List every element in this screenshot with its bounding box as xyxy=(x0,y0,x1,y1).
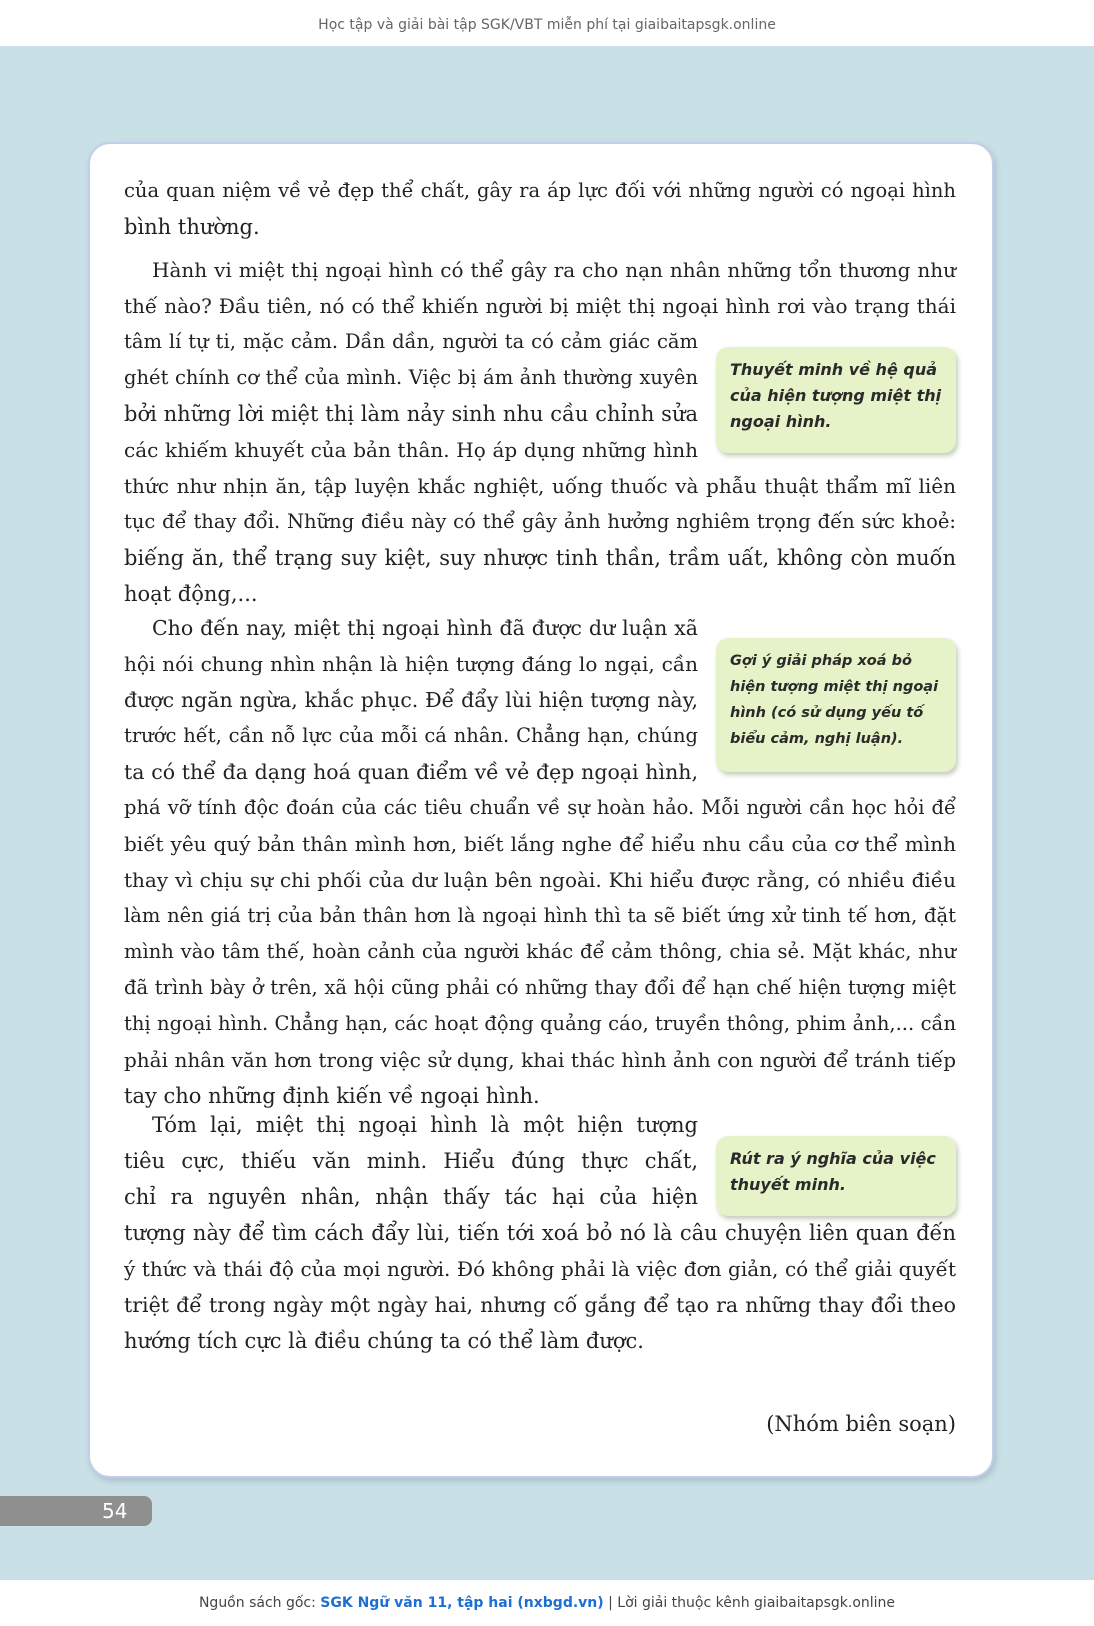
attribution: (Nhóm biên soạn) xyxy=(766,1412,956,1436)
text-line: phải nhân văn hơn trong việc sử dụng, khai thác hình ảnh con người để tránh tiếp xyxy=(124,1048,956,1072)
text-line: trước hết, cần nỗ lực của mỗi cá nhân. Chẳng hạn, chúng xyxy=(124,724,698,747)
text-line: của quan niệm về vẻ đẹp thể chất, gây ra áp lực đối với những người có ngoại hình xyxy=(124,179,956,202)
margin-note-solutions: Gợi ý giải pháp xoá bỏ hiện tượng miệt thị ngoại hình (có sử dụng yếu tố biểu cảm, nghị luận). xyxy=(716,638,956,772)
text-line: thay vì chịu sự chi phối của dư luận bên ngoài. Khi hiểu được rằng, có nhiều điều xyxy=(124,868,956,892)
paragraph-1 xyxy=(124,173,956,245)
text-line: hướng tích cực là điều chúng ta có thể làm được. xyxy=(124,1329,644,1353)
text-line: phá vỡ tính độc đoán của các tiêu chuẩn về sự hoàn hảo. Mỗi người cần học hỏi để xyxy=(124,796,956,819)
text-line: các khiếm khuyết của bản thân. Họ áp dụng những hình xyxy=(124,438,698,462)
text-line: biết yêu quý bản thân mình hơn, biết lắng nghe để hiểu nhu cầu của cơ thể mình xyxy=(124,832,956,856)
footer-prefix: Nguồn sách gốc: xyxy=(198,1595,321,1611)
site-header: Học tập và giải bài tập SGK/VBT miễn phí tại giaibaitapsgk.online xyxy=(0,0,1094,46)
text-line: bởi những lời miệt thị làm nảy sinh nhu cầu chỉnh sửa xyxy=(124,402,698,426)
text-line: biếng ăn, thể trạng suy kiệt, suy nhược tinh thần, trầm uất, không còn muốn xyxy=(124,546,956,570)
text-line: triệt để trong ngày một ngày hai, nhưng cố gắng để tạo ra những thay đổi theo xyxy=(124,1293,956,1317)
text-line: làm nên giá trị của bản thân hơn là ngoại hình thì ta sẽ biết ứng xử tinh tế hơn, đặt xyxy=(124,904,956,927)
text-line: ta có thể đa dạng hoá quan điểm về vẻ đẹp ngoại hình, xyxy=(124,760,698,784)
text-line: thế nào? Đầu tiên, nó có thể khiến người bị miệt thị ngoại hình rơi vào trạng thái xyxy=(124,294,956,318)
text-line: được ngăn ngừa, khắc phục. Để đẩy lùi hiện tượng này, xyxy=(124,688,698,712)
text-line: thức như nhịn ăn, tập luyện khắc nghiệt, uống thuốc và phẫu thuật thẩm mĩ liên xyxy=(124,474,956,498)
text-line: Tóm lại, miệt thị ngoại hình là một hiện tượng xyxy=(152,1113,698,1137)
text-line: ghét chính cơ thể của mình. Việc bị ám ảnh thường xuyên xyxy=(124,366,698,389)
page-number: 54 xyxy=(0,1496,152,1526)
text-line: bình thường. xyxy=(124,215,260,239)
text-line: tiêu cực, thiếu văn minh. Hiểu đúng thực chất, xyxy=(124,1149,698,1173)
source-book-link[interactable]: SGK Ngữ văn 11, tập hai (nxbgd.vn) xyxy=(320,1595,604,1611)
text-line: chỉ ra nguyên nhân, nhận thấy tác hại của hiện xyxy=(124,1185,698,1209)
margin-note-meaning: Rút ra ý nghĩa của việc thuyết minh. xyxy=(716,1136,956,1216)
text-line: tục để thay đổi. Những điều này có thể gây ảnh hưởng nghiêm trọng đến sức khoẻ: xyxy=(124,510,956,533)
text-line: ý thức và thái độ của mọi người. Đó không phải là việc đơn giản, có thể giải quyết xyxy=(124,1257,956,1281)
text-line: tâm lí tự ti, mặc cảm. Dần dần, người ta có cảm giác căm xyxy=(124,330,698,353)
text-line: mình vào tâm thế, hoàn cảnh của người khác để cảm thông, chia sẻ. Mặt khác, như xyxy=(124,940,956,963)
text-line: tượng này để tìm cách đẩy lùi, tiến tới xoá bỏ nó là câu chuyện liên quan đến xyxy=(124,1221,956,1245)
text-line: thị ngoại hình. Chẳng hạn, các hoạt động quảng cáo, truyền thông, phim ảnh,... cần xyxy=(124,1012,956,1035)
footer-suffix: | Lời giải thuộc kênh giaibaitapsgk.online xyxy=(603,1595,896,1611)
margin-note-consequences: Thuyết minh về hệ quả của hiện tượng miệt thị ngoại hình. xyxy=(716,347,956,453)
text-line: đã trình bày ở trên, xã hội cũng phải có những thay đổi để hạn chế hiện tượng miệt xyxy=(124,976,956,999)
text-line: hoạt động,... xyxy=(124,582,258,606)
text-line: tay cho những định kiến về ngoại hình. xyxy=(124,1084,540,1108)
text-line: Cho đến nay, miệt thị ngoại hình đã được dư luận xã xyxy=(152,616,698,640)
text-line: hội nói chung nhìn nhận là hiện tượng đáng lo ngại, cần xyxy=(124,652,698,676)
text-line: Hành vi miệt thị ngoại hình có thể gây ra cho nạn nhân những tổn thương như xyxy=(152,258,956,282)
source-footer xyxy=(0,1580,1094,1626)
